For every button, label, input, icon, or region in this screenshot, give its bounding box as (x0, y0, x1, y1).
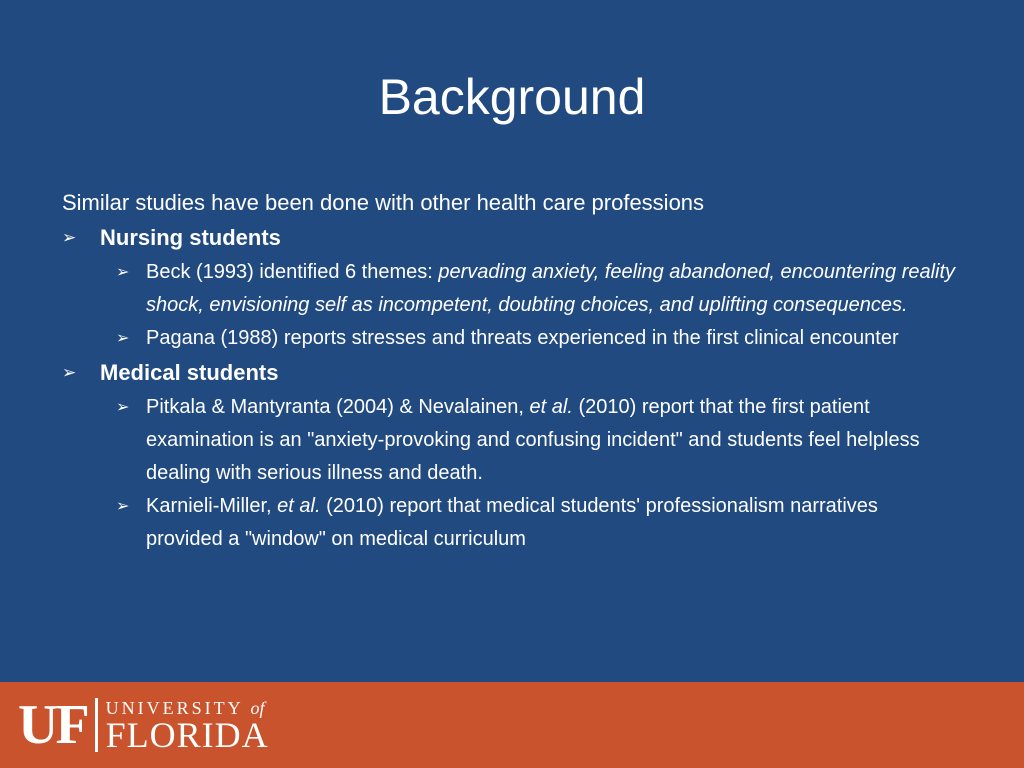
text-lead: Karnieli-Miller, (146, 495, 278, 517)
arrow-bullet-icon: ➢ (116, 399, 130, 416)
text-italic: et al. (277, 495, 321, 517)
arrow-bullet-icon: ➢ (62, 228, 77, 247)
sub-bullet-pitkala (116, 391, 956, 490)
text-lead: Pagana (1988) reports stresses and threats experienced in the first clinical encounter (146, 327, 899, 349)
uf-logo (18, 694, 269, 756)
arrow-bullet-icon: ➢ (116, 330, 130, 347)
section-heading: Medical students (100, 360, 279, 385)
logo-wordmark (105, 698, 269, 755)
slide-title: Background (378, 69, 646, 125)
sub-bullet-beck (116, 256, 956, 322)
text-tail: (2010) report that medical students' professionalism narratives provided a "window" on medical curriculum (146, 495, 878, 550)
text-tail: (2010) report that the first patient examination is an "anxiety-provoking and confusing incident" and students feel helpless dealing with serious illness and death. (146, 396, 920, 484)
logo-uf-monogram: UF (18, 694, 87, 756)
sub-bullet-text (146, 256, 956, 322)
arrow-bullet-icon: ➢ (62, 363, 77, 382)
footer-bar (0, 682, 1024, 768)
sub-bullet-text (146, 322, 956, 355)
bullet-medical-students (62, 355, 962, 391)
intro-text: Similar studies have been done with other health care professions (62, 190, 705, 215)
sub-bullet-text (146, 391, 956, 490)
bullet-nursing-students (62, 220, 962, 256)
logo-divider (95, 698, 98, 752)
sub-bullet-karnieli (116, 490, 956, 556)
text-italic: pervading anxiety, feeling abandoned, encountering reality shock, envisioning self as incompetent, doubting choices, and uplifting consequences. (146, 261, 956, 316)
logo-of: of (250, 698, 265, 718)
logo-university: UNIVERSITY (105, 698, 243, 718)
slide-content (62, 186, 962, 556)
sub-bullet-text (146, 490, 956, 556)
logo-florida: FLORIDA (105, 715, 269, 755)
sub-bullet-pagana (116, 322, 956, 355)
text-lead: Beck (1993) identified 6 themes: (146, 261, 439, 283)
text-lead: Pitkala & Mantyranta (2004) & Nevalainen, (146, 396, 530, 418)
arrow-bullet-icon: ➢ (116, 498, 130, 515)
arrow-bullet-icon: ➢ (116, 264, 130, 281)
section-heading: Nursing students (100, 225, 281, 250)
text-italic: et al. (529, 396, 573, 418)
